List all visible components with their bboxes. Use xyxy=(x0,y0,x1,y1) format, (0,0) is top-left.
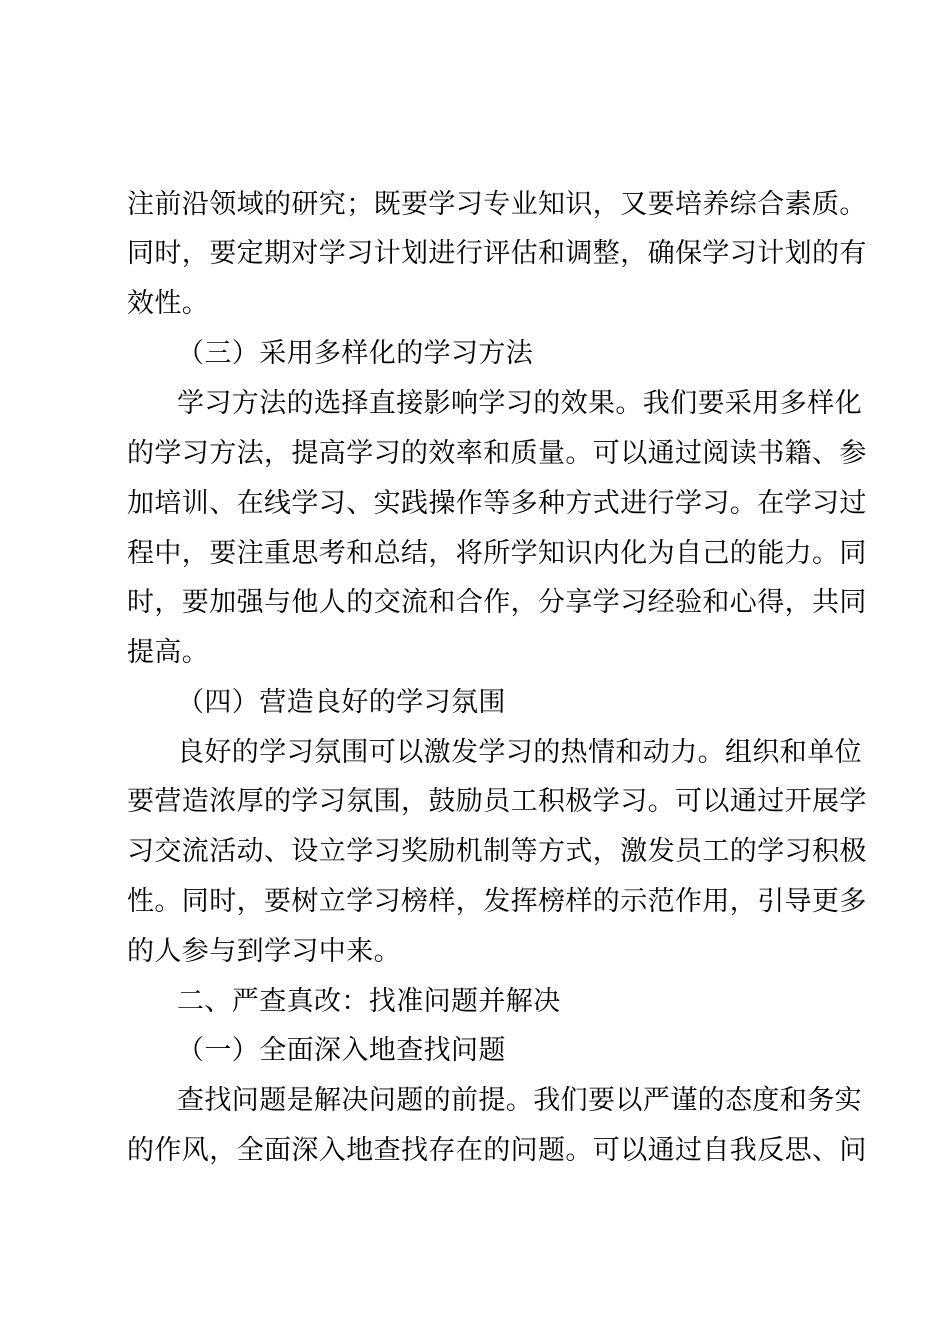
paragraph-line: 提高。 xyxy=(127,637,210,668)
paragraph-line: 程中，要注重思考和总结，将所学知识内化为自己的能力。同 xyxy=(127,538,867,569)
paragraph-line: 良好的学习氛围可以激发学习的热情和动力。组织和单位 xyxy=(177,737,862,768)
section-heading: （四）营造良好的学习氛围 xyxy=(177,687,506,718)
paragraph-line: 要营造浓厚的学习氛围，鼓励员工积极学习。可以通过开展学 xyxy=(127,786,867,817)
paragraph-line: 的人参与到学习中来。 xyxy=(127,936,401,967)
section-heading: （三）采用多样化的学习方法 xyxy=(177,338,534,369)
paragraph-line: 注前沿领域的研究；既要学习专业知识，又要培养综合素质。 xyxy=(127,189,867,220)
paragraph-line: 加培训、在线学习、实践操作等多种方式进行学习。在学习过 xyxy=(127,488,867,519)
paragraph-line: 性。同时，要树立学习榜样，发挥榜样的示范作用，引导更多 xyxy=(127,886,867,917)
paragraph-line: 习交流活动、设立学习奖励机制等方式，激发员工的学习积极 xyxy=(127,836,867,867)
paragraph-line: 同时，要定期对学习计划进行评估和调整，确保学习计划的有 xyxy=(127,238,867,269)
paragraph-line: 查找问题是解决问题的前提。我们要以严谨的态度和务实 xyxy=(177,1085,862,1116)
section-heading: （一）全面深入地查找问题 xyxy=(177,1035,506,1066)
paragraph-line: 学习方法的选择直接影响学习的效果。我们要采用多样化 xyxy=(177,388,862,419)
paragraph-line: 效性。 xyxy=(127,288,210,319)
paragraph-line: 的作风，全面深入地查找存在的问题。可以通过自我反思、问 xyxy=(127,1135,867,1166)
paragraph-line: 时，要加强与他人的交流和合作，分享学习经验和心得，共同 xyxy=(127,587,867,618)
paragraph-line: 的学习方法，提高学习的效率和质量。可以通过阅读书籍、参 xyxy=(127,438,867,469)
chapter-heading: 二、严查真改：找准问题并解决 xyxy=(177,986,561,1017)
